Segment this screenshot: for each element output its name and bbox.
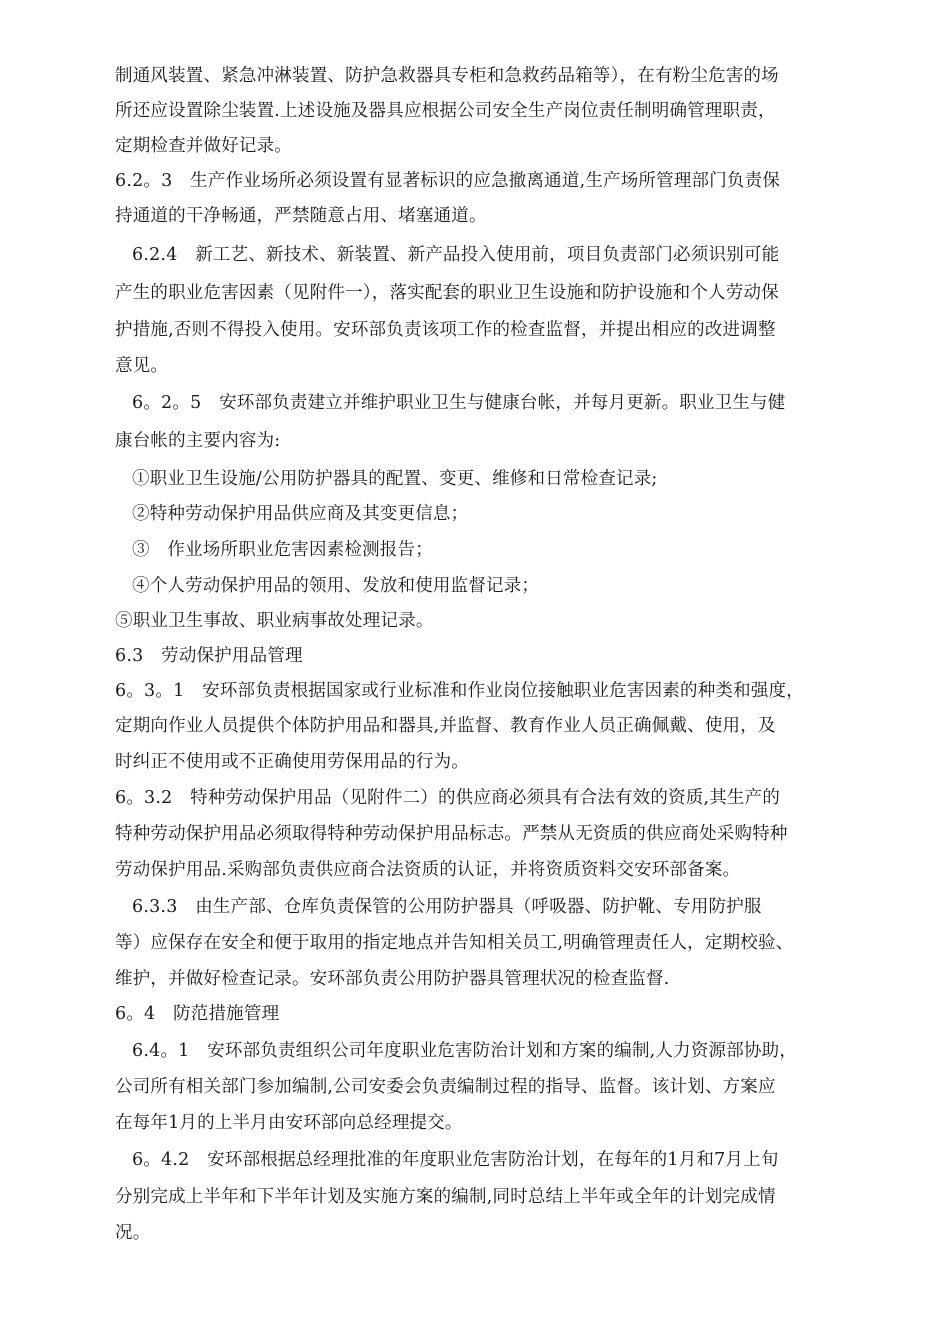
paragraph-line: 康台帐的主要内容为: xyxy=(115,431,281,451)
paragraph-line: 在每年1月的上半月由安环部向总经理提交。 xyxy=(115,1113,463,1133)
section-heading-line: 6.2.4 新工艺、新技术、新装置、新产品投入使用前，项目负责部门必须识别可能 xyxy=(132,245,780,265)
list-item: ①职业卫生设施/公用防护器具的配置、变更、维修和日常检查记录; xyxy=(132,469,658,489)
section-heading-line: 6。3.2 特种劳动保护用品（见附件二）的供应商必须具有合法有效的资质,其生产的 xyxy=(115,788,781,808)
section-heading-line: 6.4。1 安环部负责组织公司年度职业危害防治计划和方案的编制,人力资源部协助， xyxy=(132,1041,798,1061)
list-item: ②特种劳动保护用品供应商及其变更信息； xyxy=(132,504,469,524)
paragraph-line: 特种劳动保护用品必须取得特种劳动保护用品标志。严禁从无资质的供应商处采购特种 xyxy=(115,824,788,844)
paragraph-line: 所还应设置除尘装置.上述设施及器具应根据公司安全生产岗位责任制明确管理职责， xyxy=(115,101,776,121)
section-title: 6。4 防范措施管理 xyxy=(115,1004,280,1024)
paragraph-line: 产生的职业危害因素（见附件一），落实配套的职业卫生设施和防护设施和个人劳动保 xyxy=(115,283,779,303)
list-item: ④个人劳动保护用品的领用、发放和使用监督记录； xyxy=(132,576,540,596)
paragraph-line: 等）应保存在安全和便于取用的指定地点并告知相关员工,明确管理责任人，定期校验、 xyxy=(115,933,794,953)
section-title: 6.3 劳动保护用品管理 xyxy=(115,646,303,666)
section-heading-line: 6。3。1 安环部负责根据国家或行业标准和作业岗位接触职业危害因素的种类和强度， xyxy=(115,681,804,701)
section-heading-line: 6.3.3 由生产部、仓库负责保管的公用防护器具（呼吸器、防护靴、专用防护服 xyxy=(132,897,762,917)
paragraph-line: 时纠正不使用或不正确使用劳保用品的行为。 xyxy=(115,752,469,772)
list-item: ③ 作业场所职业危害因素检测报告； xyxy=(132,540,433,560)
list-item: ⑤职业卫生事故、职业病事故处理记录。 xyxy=(115,611,434,631)
paragraph-line: 意见。 xyxy=(115,356,169,376)
paragraph-line: 持通道的干净畅通，严禁随意占用、堵塞通道。 xyxy=(115,206,487,226)
paragraph-line: 维护，并做好检查记录。安环部负责公用防护器具管理状况的检查监督. xyxy=(115,969,670,989)
paragraph-line: 定期检查并做好记录。 xyxy=(115,136,292,156)
section-heading-line: 6。2。5 安环部负责建立并维护职业卫生与健康台帐，并每月更新。职业卫生与健 xyxy=(132,393,786,413)
section-heading-line: 6。4.2 安环部根据总经理批准的年度职业危害防治计划，在每年的1月和7月上旬 xyxy=(132,1150,779,1170)
paragraph-line: 况。 xyxy=(115,1223,151,1243)
paragraph-line: 定期向作业人员提供个体防护用品和器具,并监督、教育作业人员正确佩戴、使用，及 xyxy=(115,716,776,736)
paragraph-line: 分别完成上半年和下半年计划及实施方案的编制,同时总结上半年或全年的计划完成情 xyxy=(115,1187,776,1207)
paragraph-line: 劳动保护用品.采购部负责供应商合法资质的认证，并将资质资料交安环部备案。 xyxy=(115,860,741,880)
paragraph-line: 公司所有相关部门参加编制,公司安委会负责编制过程的指导、监督。该计划、方案应 xyxy=(115,1077,776,1097)
paragraph-line: 制通风装置、紧急冲淋装置、防护急救器具专柜和急救药品箱等），在有粉尘危害的场 xyxy=(115,66,779,86)
section-heading-line: 6.2。3 生产作业场所必须设置有显著标识的应急撤离通道,生产场所管理部门负责保 xyxy=(115,171,781,191)
paragraph-line: 护措施,否则不得投入使用。安环部负责该项工作的检查监督，并提出相应的改进调整 xyxy=(115,320,776,340)
